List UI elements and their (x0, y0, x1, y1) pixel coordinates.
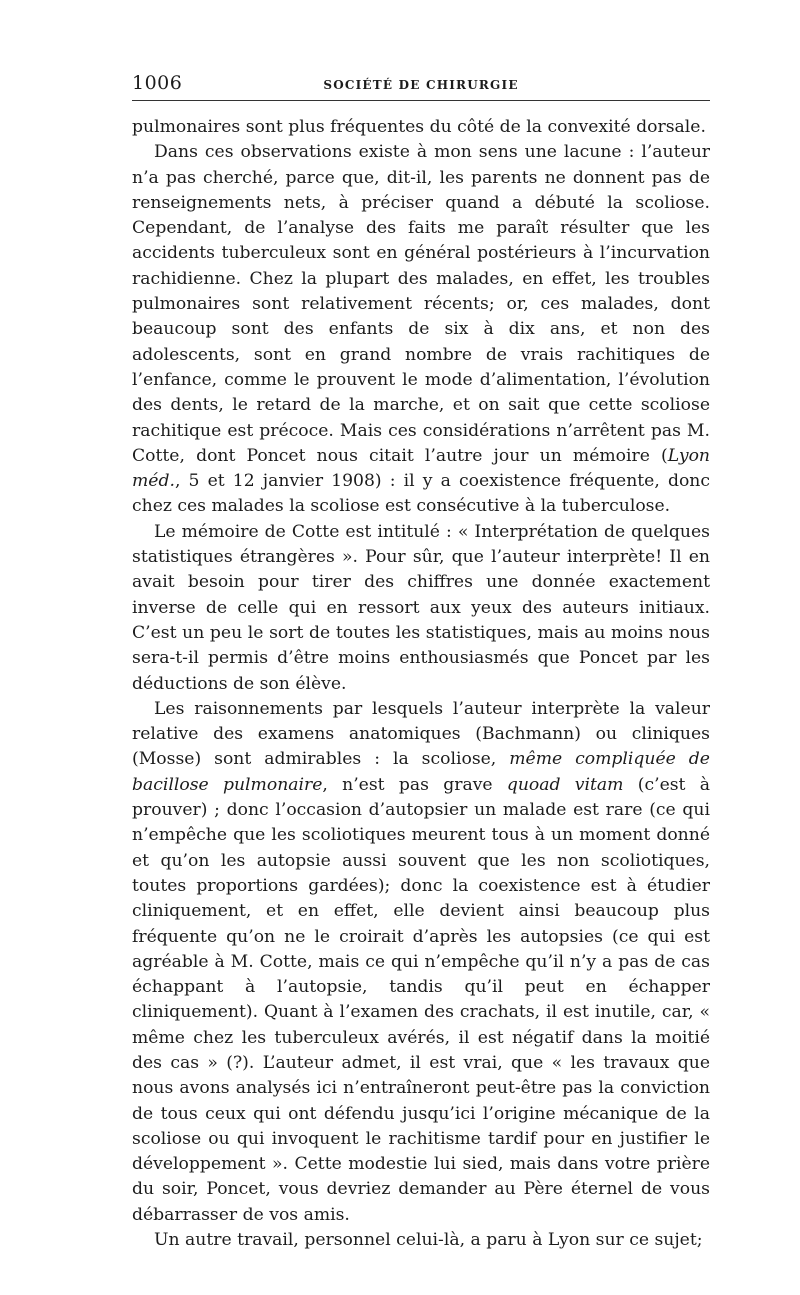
text-span: Dans ces observations existe à mon sens une lacune : l’auteur n’a pas cherché, parce que, dit-il, les parents ne donnent pas de renseignements nets, à préciser quand a débuté la scoliose. Cependant, de l’analyse des faits me paraît résulter que les accidents tuberculeux sont en général postérieurs à l’incurvation rachidienne. Chez la plupart des malades, en effet, les troubles pulmonaires sont relativement récents; or, ces malades, dont beaucoup sont des enfants de six à dix ans, et non des adolescents, sont en grand nombre de vrais rachitiques de l’enfance, comme le prouvent le mode d’alimentation, l’évolution des dents, le retard de la marche, et on sait que cette scoliose rachitique est précoce. Mais ces considérations n’arrêtent pas M. Cotte, dont Poncet nous citait l’autre jour un mémoire ( (132, 142, 710, 466)
paragraph (132, 140, 710, 519)
journal-title: Lyon méd. (132, 445, 710, 492)
page-header (132, 60, 710, 100)
text-span: , n’est pas grave (322, 774, 507, 795)
paragraph (132, 520, 710, 697)
paragraph (132, 697, 710, 1228)
text-span: pulmonaires sont plus fréquentes du côté de la convexité dorsale. (132, 117, 706, 137)
body-text (132, 115, 710, 1253)
italic-phrase: quoad vitam (506, 774, 624, 795)
text-span: Les raisonnements par lesquels l’auteur interprète la valeur relative des examens anatomiques (Bachmann) ou cliniques (Mosse) sont admirables : la scoliose, (132, 698, 710, 770)
italic-phrase: même compliquée de bacillose pulmonaire (132, 749, 710, 795)
running-head: SOCIÉTÉ DE CHIRURGIE (323, 78, 519, 92)
paragraph (132, 115, 710, 140)
header-rule (132, 100, 710, 101)
text-span: (c’est à prouver) ; donc l’occasion d’autopsier un malade est rare (ce qui n’empêche que les scoliotiques meurent tous à un moment donné et qu’on les autopsie aussi souvent que les non scoliotiques, toutes proportions gardées); donc la coexistence est à étudier cliniquement, et en effet, elle devient ainsi beaucoup plus fréquente qu’on ne le croirait d’après les autopsies (ce qui est agréable à M. Cotte, mais ce qui n’empêche qu’il n’y a pas de cas échappant à l’autopsie, tandis qu’il peut en échapper cliniquement). Quant à l’examen des crachats, il est inutile, car, « même chez les tuberculeux avérés, il est négatif dans la moitié des cas » (?). L’auteur admet, il est vrai, que « les travaux que nous avons analysés ici n’entraîneront peut-être pas la conviction de tous ceux qui ont défendu jusqu’ici l’origine mécanique de la scoliose ou qui invoquent le rachitisme tardif pour en justifier le développement ». Cette modestie lui sied, mais dans votre prière du soir, Poncet, vous devriez demander au Père éternel de vous débarrasser de vos amis. (132, 774, 710, 1225)
page (132, 60, 710, 1253)
text-span: Un autre travail, personnel celui-là, a paru à Lyon sur ce sujet; (154, 1230, 703, 1251)
text-span: , 5 et 12 janvier 1908) : il y a coexistence fréquente, donc chez ces malades la scoliose est consécutive à la tuberculose. (132, 471, 710, 517)
page-number: 1006 (132, 72, 183, 94)
text-span: Le mémoire de Cotte est intitulé : « Interprétation de quelques statistiques étrangères ». Pour sûr, que l’auteur interprète! Il en avait besoin pour tirer des chiffres une donnée exactement inverse de celle qui en ressort aux yeux des auteurs initiaux. C’est un peu le sort de toutes les statistiques, mais au moins nous sera-t-il permis d’être moins enthousiasmés que Poncet par les déductions de son élève. (132, 521, 710, 694)
paragraph (132, 1228, 710, 1253)
